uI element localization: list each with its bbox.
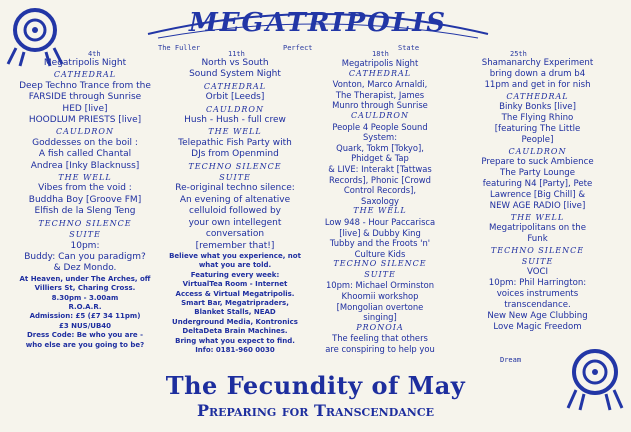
info-line: R.O.A.R. <box>68 302 102 311</box>
logo <box>138 4 498 42</box>
line-item: Buddy: Can you paradigm? <box>24 251 146 262</box>
info-line: Access & Virtual Megatripolis. <box>175 289 295 298</box>
line-item: A fish called Chantal <box>38 149 132 160</box>
info-line: Believe what you experience, not <box>169 251 301 260</box>
event-title: The Fecundity of May <box>165 371 466 400</box>
dream-text: Dream <box>500 356 522 364</box>
line-item: Records], Phonic [Crowd <box>329 174 431 185</box>
venue-label: THE WELL <box>510 213 565 222</box>
info-line: Bring what you expect to find. <box>175 336 295 345</box>
line-item: Vonton, Marco Arnaldi, <box>332 79 428 90</box>
line-item: Low 948 - Hour Paccarisca <box>324 216 436 227</box>
line-item: New New Age Clubbing <box>487 311 588 321</box>
line-item: celluloid followed by <box>189 206 281 217</box>
line-item: HED [live] <box>62 103 108 114</box>
line-item: conversation <box>205 229 265 240</box>
line-item: bring down a drum b4 <box>489 69 586 79</box>
venue-label: CAULDRON <box>351 110 409 120</box>
venue-label: CATHEDRAL <box>203 81 267 91</box>
venue-label: PRONOIA <box>356 322 404 332</box>
line-item: [Mongolian overtone <box>336 301 424 312</box>
line-item: The Therapist, James <box>335 89 425 100</box>
info-line: Featuring every week: <box>190 270 280 279</box>
line-item: Culture Kids <box>354 248 406 259</box>
venue-label: TECHNO SILENCE <box>188 161 282 171</box>
info-line: At Heaven, under The Arches, off <box>19 274 151 283</box>
line-item: Telepathic Fish Party with <box>178 137 292 148</box>
date-18th: 18th <box>372 50 389 58</box>
line-item: featuring N4 [Party], Pete <box>482 179 593 189</box>
venue-label: SUITE <box>69 230 101 240</box>
info-line: 8.30pm - 3.00am <box>51 293 119 302</box>
info-line: DeltaDeta Brain Machines. <box>182 327 288 336</box>
info-line: Blanket Stalls, NEAD <box>194 308 276 317</box>
line-item: North vs South <box>201 58 269 68</box>
line-item: People] <box>521 135 554 145</box>
event-subtitle: Preparing for Transcendance <box>196 401 434 420</box>
line-item: singing] <box>363 312 397 323</box>
line-item: Binky Bonks [live] <box>499 102 576 112</box>
line-item: System: <box>362 132 398 143</box>
line-item: Love Magic Freedom <box>493 322 582 332</box>
line-item: Munro through Sunrise <box>332 100 428 111</box>
venue-label: THE WELL <box>208 127 262 137</box>
date-4th: 4th <box>88 50 101 58</box>
line-item: Buddha Boy [Groove FM] <box>28 194 142 205</box>
line-item: Tubby and the Froots 'n' <box>329 238 431 249</box>
info-line: Info: 0181-960 0030 <box>195 345 275 354</box>
line-item: voices instruments <box>496 289 579 299</box>
line-item: Hush - Hush - full crew <box>184 115 286 126</box>
info-line: Villiers St, Charing Cross. <box>34 284 136 293</box>
line-item: Quark, Tokm [Tokyo], <box>336 142 424 153</box>
logo-text: MEGATRIPOLIS <box>188 8 448 38</box>
line-item: Saxology <box>361 195 399 206</box>
line-item: An evening of altenative <box>179 194 291 205</box>
venue-label: CAULDRON <box>206 104 264 114</box>
column-4th <box>10 58 160 350</box>
line-item: Khoomii workshop <box>341 291 419 302</box>
line-item: The Flying Rhino <box>501 113 574 123</box>
venue-label: SUITE <box>521 257 554 266</box>
line-item: [remember that!] <box>195 240 275 251</box>
line-item: Control Records], <box>343 185 417 196</box>
line-item: The Party Lounge <box>499 168 576 178</box>
venue-label: TECHNO SILENCE <box>490 246 585 255</box>
line-item: Goddesses on the boil : <box>32 137 138 148</box>
venue-label: THE WELL <box>58 173 112 183</box>
line-item: Shamanarchy Experiment <box>481 58 594 68</box>
line-item: The feeling that others <box>332 333 428 344</box>
line-item: 10pm: <box>70 240 100 251</box>
info-line: £3 NUS/UB40 <box>58 321 112 330</box>
tagline-2: Perfect <box>283 44 313 52</box>
tagline-3: State <box>398 44 420 52</box>
line-item: your own intellegent <box>188 217 282 228</box>
column-11th <box>160 58 310 355</box>
info-line: Smart Bar, Megatripraders, <box>181 298 289 307</box>
line-item: Vibes from the void : <box>38 183 132 194</box>
line-item: 10pm: Michael Orminston <box>325 280 435 291</box>
venue-label: TECHNO SILENCE <box>333 259 427 269</box>
venue-label: CATHEDRAL <box>506 92 569 101</box>
tagline-1: The Fuller <box>158 44 201 52</box>
venue-label: THE WELL <box>353 206 407 216</box>
venue-label: CAULDRON <box>508 147 567 156</box>
info-line: who else are you going to be? <box>25 340 145 349</box>
line-item: Prepare to suck Ambience <box>481 157 594 167</box>
info-line: what you are told. <box>198 261 272 270</box>
line-item: Lawrence [Big Chill] & <box>489 190 586 200</box>
venue-label: SUITE <box>219 173 251 183</box>
line-item: FARSIDE through Sunrise <box>28 92 142 103</box>
venue-label: SUITE <box>364 269 396 279</box>
line-item: Megatripolis Night <box>43 58 127 68</box>
line-item: transcendance. <box>504 300 571 310</box>
line-item: [featuring The Little <box>494 124 581 134</box>
line-item: Re-original techno silence: <box>175 183 295 194</box>
line-item: People 4 People Sound <box>332 121 428 132</box>
line-item: Orbit [Leeds] <box>205 92 265 103</box>
date-11th: 11th <box>228 50 245 58</box>
line-item: 11pm and get in for nish <box>484 80 591 90</box>
info-line: Admission: £5 (£7 34 11pm) <box>29 312 141 321</box>
line-item: NEW AGE RADIO [live] <box>489 201 586 211</box>
column-18th <box>305 58 455 355</box>
line-item: Andrea [Inky Blacknuss] <box>30 160 140 171</box>
line-item: Sound System Night <box>189 69 281 80</box>
column-25th <box>450 58 625 333</box>
info-line: Dress Code: Be who you are - <box>27 331 143 340</box>
line-item: DJs from Openmind <box>191 149 279 160</box>
line-item: Deep Techno Trance from the <box>19 80 151 91</box>
venue-label: CAULDRON <box>56 127 114 137</box>
line-item: HOODLUM PRIESTS [live] <box>28 115 142 126</box>
line-item: Megatripolitans on the <box>488 223 587 233</box>
date-25th: 25th <box>510 50 527 58</box>
line-item: 10pm: Phil Harrington: <box>488 278 587 288</box>
line-item: Funk <box>527 234 548 244</box>
venue-label: TECHNO SILENCE <box>38 218 132 228</box>
line-item: Megatripolis Night <box>341 58 419 68</box>
line-item: are conspiring to help you <box>325 344 435 355</box>
venue-label: CATHEDRAL <box>348 68 412 78</box>
line-item: VOCI <box>526 267 549 277</box>
line-item: & LIVE: Interakt [Tattwas <box>328 163 432 174</box>
line-item: & Dez Mondo. <box>53 263 117 274</box>
line-item: Phidget & Tap <box>351 153 409 164</box>
info-line: VirtualTea Room - Internet <box>182 280 288 289</box>
line-item: Elfish de la Sleng Teng <box>34 206 136 217</box>
venue-label: CATHEDRAL <box>53 70 117 80</box>
info-line: Underground Media, Kontronics <box>172 317 298 326</box>
line-item: [live] & Dubby King <box>339 227 421 238</box>
